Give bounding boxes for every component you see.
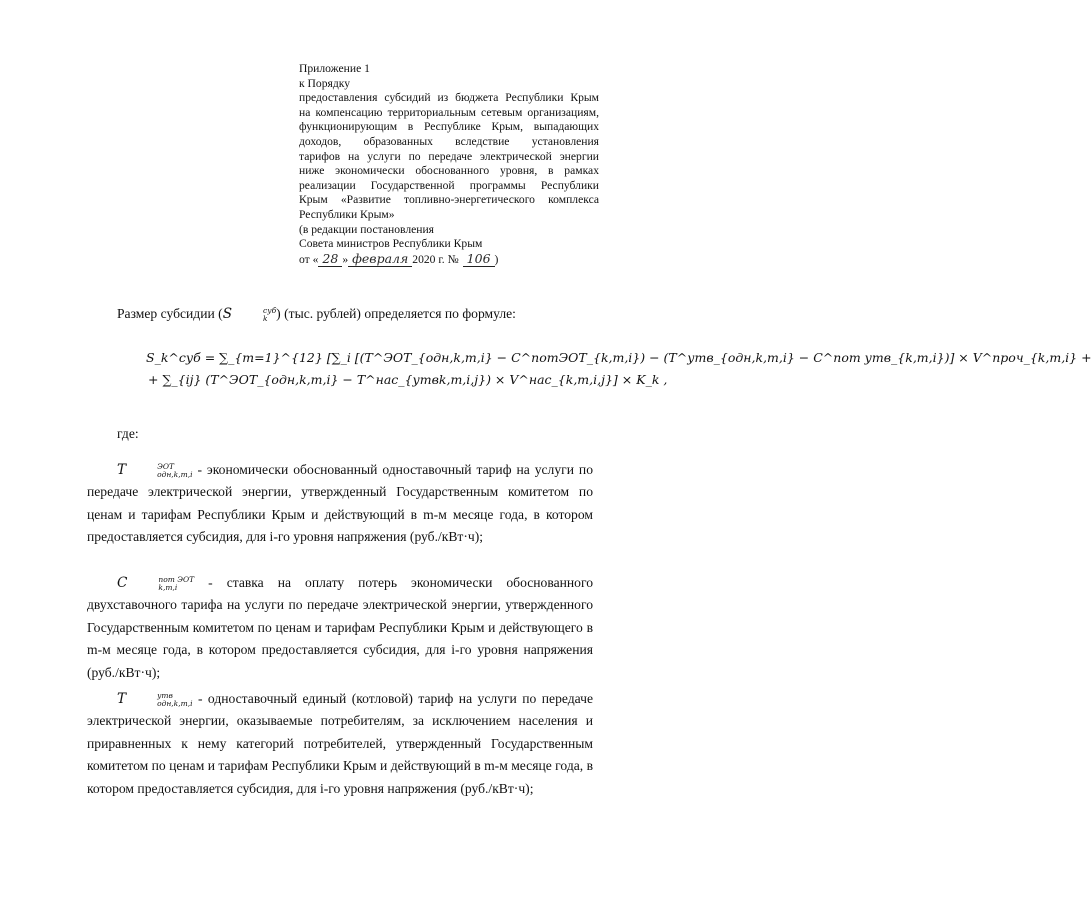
definition-text: - экономически обоснованный одноставочный тариф на услуги по передаче электрической энергии, утвержденный Государственным комитетом по ценам и тарифам Республики Крым и действующий в m-м месяце года, в котором предоставляется субсидия, для i-го уровня напряжения (руб./кВт·ч); <box>87 462 593 545</box>
handwritten-day: 28 <box>318 251 342 267</box>
date-mid: » <box>342 252 349 266</box>
appendix-line: Приложение 1 <box>299 62 370 75</box>
appendix-line: предоставления субсидий из бюджета Республики Крым <box>299 91 599 105</box>
definition-symbol: T утв одн,k,m,i <box>117 690 193 708</box>
appendix-line: тарифов на услуги по передаче электрической энергии <box>299 149 599 163</box>
formula-line-1: S_k^суб = ∑_{m=1}^{12} [∑_i [(T^ЭОТ_{одн,k,m,i} − C^потЭОТ_{k,m,i}) − (T^утв_{одн,k,m,i} − C^пот утв_{k,m,i})] × V^проч_{k,m,i} + <box>146 350 1092 365</box>
date-suffix: ) <box>494 252 499 266</box>
definition-3 <box>87 688 593 800</box>
where-label: где: <box>117 426 139 441</box>
appendix-line: функционирующим в Республике Крым, выпадающих <box>299 120 599 134</box>
appendix-line: Крым «Развитие топливно-энергетического комплекса <box>299 193 599 207</box>
intro-after: ) (тыс. рублей) определяется по формуле: <box>276 306 516 321</box>
handwritten-month: февраля <box>348 251 412 267</box>
appendix-line: Совета министров Республики Крым <box>299 237 483 251</box>
appendix-line: реализации Государственной программы Республики <box>299 178 599 192</box>
appendix-line: ниже экономически обоснованного уровня, в рамках <box>299 164 599 178</box>
subsidy-formula <box>146 347 1092 391</box>
handwritten-number: 106 <box>463 251 495 267</box>
date-prefix: от « <box>299 252 319 266</box>
definition-symbol: C пот ЭОТ k,m,i <box>117 574 195 592</box>
subsidy-symbol: S суб k <box>222 305 277 323</box>
appendix-line: (в редакции постановления <box>299 222 434 236</box>
date-year: 2020 г. № <box>412 252 459 266</box>
signature-date-line <box>299 252 599 268</box>
intro-paragraph <box>87 303 593 325</box>
definition-text: - одноставочный единый (котловой) тариф на услуги по передаче электрической энергии, оказываемые потребителям, за исключением населения и приравненных к нему категорий потребителей, утвержденный Государственным комитетом по ценам и тарифам Республики Крым и действующий в m-м месяце года, в котором предоставляется субсидия, для i-го уровня напряжения (руб./кВт·ч); <box>87 691 593 796</box>
appendix-line: Республики Крым» <box>299 207 395 221</box>
definition-symbol: T ЭОТ одн,k,m,i <box>117 461 193 479</box>
definition-1 <box>87 459 593 549</box>
appendix-header <box>299 62 599 267</box>
appendix-line: доходов, образованных вследствие установления <box>299 134 599 148</box>
definition-text: - ставка на оплату потерь экономически обоснованного двухставочного тарифа на услуги по передаче электрической энергии, утвержденного Государственным комитетом по ценам и тарифам Республики Крым и действующего в m-м месяце года, в котором предоставляется субсидия, для i-го уровня напряжения (руб./кВт·ч); <box>87 575 593 680</box>
intro-before: Размер субсидии ( <box>117 306 223 321</box>
appendix-line: к Порядку <box>299 76 350 90</box>
definition-2 <box>87 572 593 684</box>
appendix-line: на компенсацию территориальным сетевым организациям, <box>299 105 599 119</box>
formula-line-2: + ∑_{ij} (T^ЭОТ_{одн,k,m,i} − T^нас_{утвk,m,i,j}) × V^нас_{k,m,i,j}] × K_k , <box>148 372 668 387</box>
